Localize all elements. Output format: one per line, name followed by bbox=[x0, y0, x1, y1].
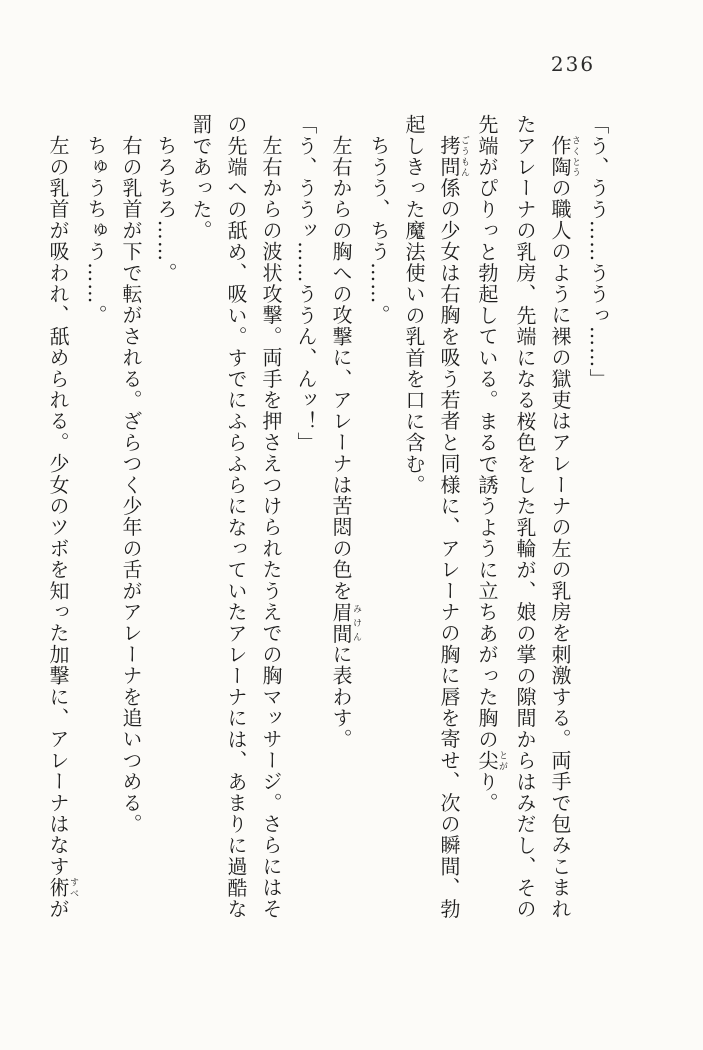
text-column-16: 左の乳首が吸われ、舐められる。少女のツボを知った加撃に、アレーナはなす術すべが bbox=[46, 135, 78, 920]
text-column-1: 「う、うう……ううっ……」 bbox=[586, 114, 610, 390]
text-column-7: ちうう、ちう……。 bbox=[367, 135, 391, 326]
text-block bbox=[40, 114, 615, 952]
text-column-14: 右の乳首が下で転がされる。ざらつく少年の舌がアレーナを追いつめる。 bbox=[119, 135, 143, 835]
furigana-ruby: 眉間みけん bbox=[329, 601, 361, 644]
text-column-3: たアレーナの乳房、先端になる桜色をした乳輪が、娘の掌の隙間からはみだし、その bbox=[513, 114, 537, 920]
text-column-6: 起しきった魔法使いの乳首を口に含む。 bbox=[402, 114, 426, 496]
page-number: 236 bbox=[550, 52, 596, 76]
text-column-12: 罰であった。 bbox=[189, 114, 213, 242]
text-column-11: の先端への舐め、吸い。すでにふらふらになっていたアレーナには、あまりに過酷な bbox=[224, 114, 248, 920]
text-column-8: 左右からの胸への攻撃に、アレーナは苦悶の色を眉間みけんに表わす。 bbox=[329, 135, 361, 750]
furigana-ruby: 術すべ bbox=[46, 877, 78, 899]
text-column-4: 先端がぴりっと勃起している。まるで誘うように立ちあがった胸の尖とがり。 bbox=[475, 114, 507, 814]
furigana-ruby: 作陶さくとう bbox=[548, 135, 580, 178]
furigana-ruby: 尖とが bbox=[475, 750, 507, 772]
text-column-5: 拷問ごうもん係の少女は右胸を吸う若者と同様に、アレーナの胸に唇を寄せ、次の瞬間、勃 bbox=[437, 135, 469, 920]
furigana-ruby: 拷問ごうもん bbox=[437, 135, 469, 178]
text-column-10: 左右からの波状攻撃。両手を押さえつけられたうえでの胸マッサージ。さらにはそ bbox=[259, 135, 283, 920]
text-column-15: ちゅうちゅう……。 bbox=[84, 135, 108, 326]
text-column-13: ちろちろ……。 bbox=[154, 135, 178, 284]
text-column-9: 「う、ううッ……ううん、んッ！」 bbox=[294, 114, 318, 454]
text-column-2: 作陶さくとうの職人のように裸の獄吏はアレーナの左の乳房を刺激する。両手で包みこまれ bbox=[548, 135, 580, 920]
